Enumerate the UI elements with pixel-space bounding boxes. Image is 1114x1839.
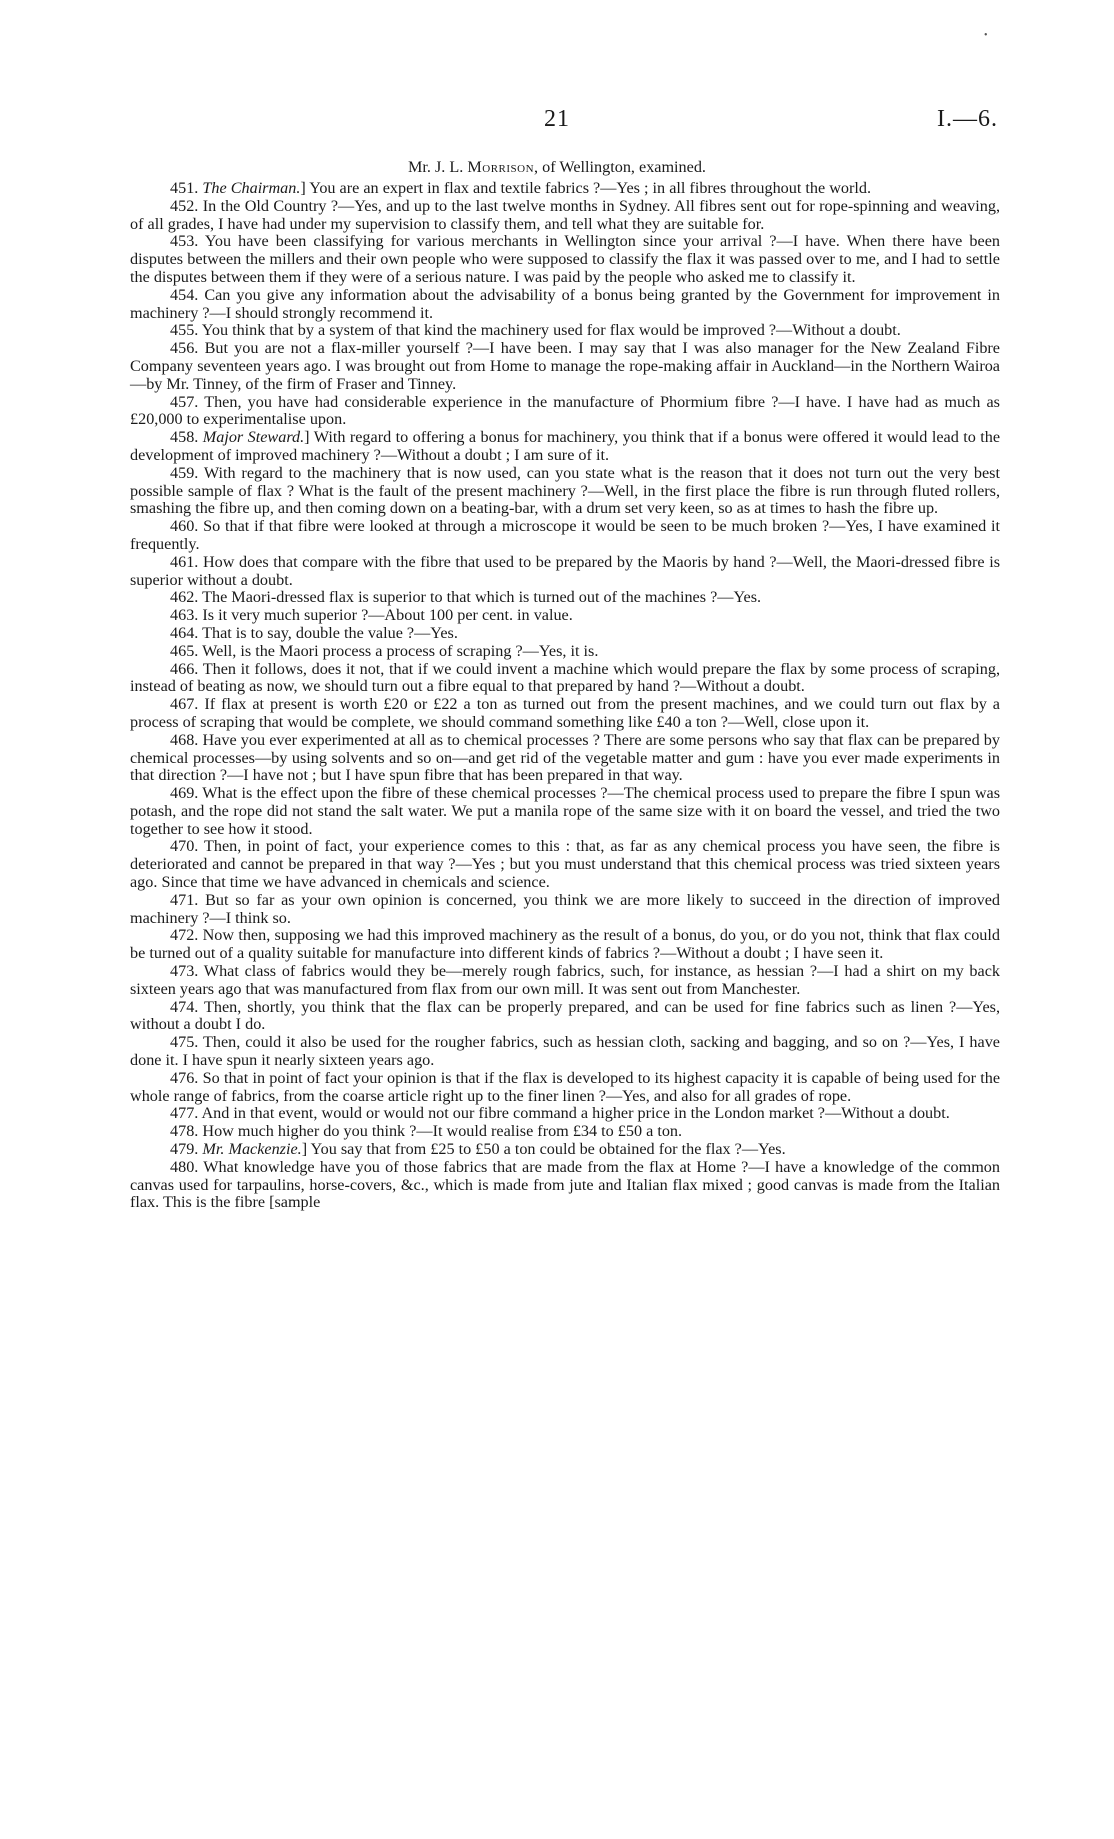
corner-mark: • [984,30,988,41]
paragraph-text: Then, you have had considerable experience in the manufacture of Phormium fibre ?—I have. I have had as much as £20,000 to experimentalise upon. [130,392,1000,429]
paragraph-text: Well, is the Maori process a process of scraping ?—Yes, it is. [202,641,599,660]
paragraph-text: What class of fabrics would they be—merely rough fabrics, such, for instance, as hessian ?—I had a shirt on my back sixteen years ago that was manufactured from flax from our own mill. It was sent out from Manchester. [130,962,1000,998]
testimony-paragraph [130,607,1000,625]
question-number: 454. [170,285,199,304]
paragraph-text: So that if that fibre were looked at through a microscope it would be seen to be much broken ?—Yes, I have examined it frequently. [130,517,1000,553]
question-number: 464. [170,623,199,642]
question-number: 462. [170,588,199,607]
speaker-name: Major Steward. [202,428,305,447]
testimony-paragraph [130,643,1000,661]
question-number: 466. [170,659,199,678]
testimony-paragraph [130,340,1000,393]
paragraph-text: Now then, supposing we had this improved machinery as the result of a bonus, do you, or do you not, think that flax could be turned out of a quality suitable for manufacture into different kinds of fabrics ?—Without a doubt ; I have seen it. [130,926,1000,963]
question-number: 459. [170,463,199,482]
question-number: 468. [170,730,199,749]
question-number: 465. [170,641,199,660]
testimony-paragraph [130,554,1000,590]
testimony-paragraph [130,322,1000,340]
testimony-paragraph [130,696,1000,732]
testimony-paragraph [130,1105,1000,1123]
paragraph-text: In the Old Country ?—Yes, and up to the last twelve months in Sydney. All fibres sent out for rope-spinning and weaving, of all grades, I have had under my supervision to classify them, and tell what they are suitable for. [130,196,1001,233]
testimony-paragraph [130,1123,1000,1141]
paragraph-text: How does that compare with the fibre that used to be prepared by the Maoris by hand ?—Well, the Maori-dressed fibre is superior without a doubt. [130,552,1000,589]
testimony-body [130,180,1000,1212]
paragraph-text: You think that by a system of that kind the machinery used for flax would be improved ?—Without a doubt. [201,321,901,340]
testimony-paragraph [130,661,1000,697]
question-number: 478. [170,1122,199,1141]
question-number: 457. [170,392,199,411]
paragraph-text: Then, shortly, you think that the flax can be properly prepared, and can be used for fine fabrics such as linen ?—Yes, without a doubt I do. [130,997,1000,1034]
paragraph-text: That is to say, double the value ?—Yes. [202,623,458,642]
testimony-paragraph [130,1141,1000,1159]
question-number: 474. [170,997,199,1016]
question-number: 472. [170,926,199,945]
paragraph-text: Then, could it also be used for the rougher fabrics, such as hessian cloth, sacking and bagging, and so on ?—Yes, I have done it. I have spun it nearly sixteen years ago. [130,1033,1000,1070]
testimony-paragraph [130,233,1000,286]
testimony-paragraph [130,287,1000,323]
paragraph-text: Have you ever experimented at all as to chemical processes ? There are some persons who say that flax can be prepared by chemical processes—by using solvents and so on—and get rid of the vegetable matter and gum : have you ever made experiments in that direction ?—I have not ; but I have spun fibre that has been prepared in that way. [130,730,1000,785]
question-number: 479. [170,1140,199,1159]
witness-surname: Morrison [467,158,535,176]
question-number: 452. [170,196,199,215]
testimony-paragraph [130,927,1000,963]
testimony-paragraph [130,963,1000,999]
question-number: 456. [170,339,199,358]
question-number: 461. [170,552,199,571]
question-number: 469. [170,784,199,803]
paragraph-text: Then it follows, does it not, that if we could invent a machine which would prepare the flax by some process of scraping, instead of beating as now, we should turn out a fibre equal to that prepared by hand ?—Without a doubt. [130,659,1000,696]
testimony-paragraph [130,1159,1000,1212]
testimony-paragraph [130,1070,1000,1106]
paragraph-text: The Maori-dressed flax is superior to that which is turned out of the machines ?—Yes. [202,588,762,607]
witness-suffix: , of Wellington, examined. [534,158,706,176]
paragraph-text: But so far as your own opinion is concerned, you think we are more likely to succeed in the direction of improved machinery ?—I think so. [130,890,1001,927]
paragraph-text: What knowledge have you of those fabrics that are made from the flax at Home ?—I have a knowledge of the common canvas used for tarpaulins, horse-covers, &c., which is made from jute and Italian flax mixed ; good canvas is made from the Italian flax. This is the fibre [sample [130,1157,1000,1212]
question-number: 476. [170,1068,199,1087]
paragraph-text: What is the effect upon the fibre of these chemical processes ?—The chemical process used to prepare the fibre I spun was potash, and the rope did not stand the salt water. We put a manila rope of the same size with it on board the vessel, and tried the two together to see how it stood. [130,784,1000,838]
paragraph-text: And in that event, would or would not our fibre command a higher price in the London market ?—Without a doubt. [201,1104,950,1123]
testimony-paragraph [130,180,1000,198]
question-number: 451. [170,179,199,197]
testimony-paragraph [130,838,1000,891]
question-number: 471. [170,890,199,909]
paragraph-text: Then, in point of fact, your experience comes to this : that, as far as any chemical process you have seen, the fibre is deteriorated and cannot be prepared in that way ?—Yes ; but you must understand that this chemical process was tried sixteen years ago. Since that time we have advanced in chemicals and science. [130,837,1000,892]
paragraph-text: How much higher do you think ?—It would realise from £34 to £50 a ton. [202,1122,683,1141]
witness-heading [0,158,1114,177]
paragraph-text: ] With regard to offering a bonus for machinery, you think that if a bonus were offered it would lead to the development of improved machinery ?—Without a doubt ; I am sure of it. [130,428,1001,464]
testimony-paragraph [130,1034,1000,1070]
question-number: 473. [170,962,199,981]
question-number: 467. [170,695,199,714]
testimony-paragraph [130,589,1000,607]
testimony-paragraph [130,465,1000,518]
paragraph-text: With regard to the machinery that is now used, can you state what is the reason that it does not turn out the very best possible sample of flax ? What is the fault of the present machinery ?—Well, in the first place the fibre is run through fluted rollers, smashing the fibre up, and then coming down on a beating-bar, with a drum set very keen, so as at times to hash the fibre up. [130,463,1000,518]
paragraph-text: ] You say that from £25 to £50 a ton could be obtained for the flax ?—Yes. [301,1140,786,1159]
paragraph-text: But you are not a flax-miller yourself ?—I have been. I may say that I was also manager for the New Zealand Fibre Company seventeen years ago. I was brought out from Home to manage the rope-making affair in Auckland—in the Northern Wairoa—by Mr. Tinney, of the firm of Fraser and Tinney. [130,339,1000,393]
testimony-paragraph [130,732,1000,785]
question-number: 458. [170,428,199,447]
testimony-paragraph [130,625,1000,643]
paragraph-text: ] You are an expert in flax and textile fabrics ?—Yes ; in all fibres throughout the world. [300,179,872,197]
document-reference: I.—6. [937,106,998,132]
testimony-paragraph [130,892,1000,928]
question-number: 477. [170,1104,199,1123]
paragraph-text: Can you give any information about the advisability of a bonus being granted by the Government for improvement in machinery ?—I should strongly recommend it. [130,285,1001,322]
question-number: 460. [170,517,199,536]
paragraph-text: You have been classifying for various merchants in Wellington since your arrival ?—I have. When there have been disputes between the millers and their own people who were supposed to classify the flax it was passed over to me, and I had to settle the disputes between them if they were of a serious nature. I was paid by the people who asked me to classify it. [130,232,1000,286]
paragraph-text: If flax at present is worth £20 or £22 a ton as turned out from the present machines, and we could turn out flax by a process of scraping that would be complete, we should command something like £40 a ton ?—Well, close upon it. [130,695,1000,731]
testimony-paragraph [130,999,1000,1035]
question-number: 455. [170,321,199,340]
testimony-paragraph [130,198,1000,234]
witness-prefix: Mr. J. L. [408,158,464,176]
paragraph-text: So that in point of fact your opinion is that if the flax is developed to its highest capacity it is capable of being used for the whole range of fabrics, from the coarse article right up to the finer linen ?—Yes, and also for all grades of rope. [130,1068,1001,1105]
testimony-paragraph [130,785,1000,838]
testimony-paragraph [130,518,1000,554]
testimony-paragraph [130,394,1000,430]
question-number: 453. [170,232,199,251]
question-number: 463. [170,606,199,625]
speaker-name: Mr. Mackenzie. [202,1140,302,1159]
question-number: 475. [170,1033,199,1052]
question-number: 480. [170,1157,199,1176]
paragraph-text: Is it very much superior ?—About 100 per cent. in value. [202,606,573,625]
speaker-name: The Chairman. [202,179,301,197]
testimony-paragraph [130,429,1000,465]
question-number: 470. [170,837,199,856]
page-number: 21 [544,106,570,132]
